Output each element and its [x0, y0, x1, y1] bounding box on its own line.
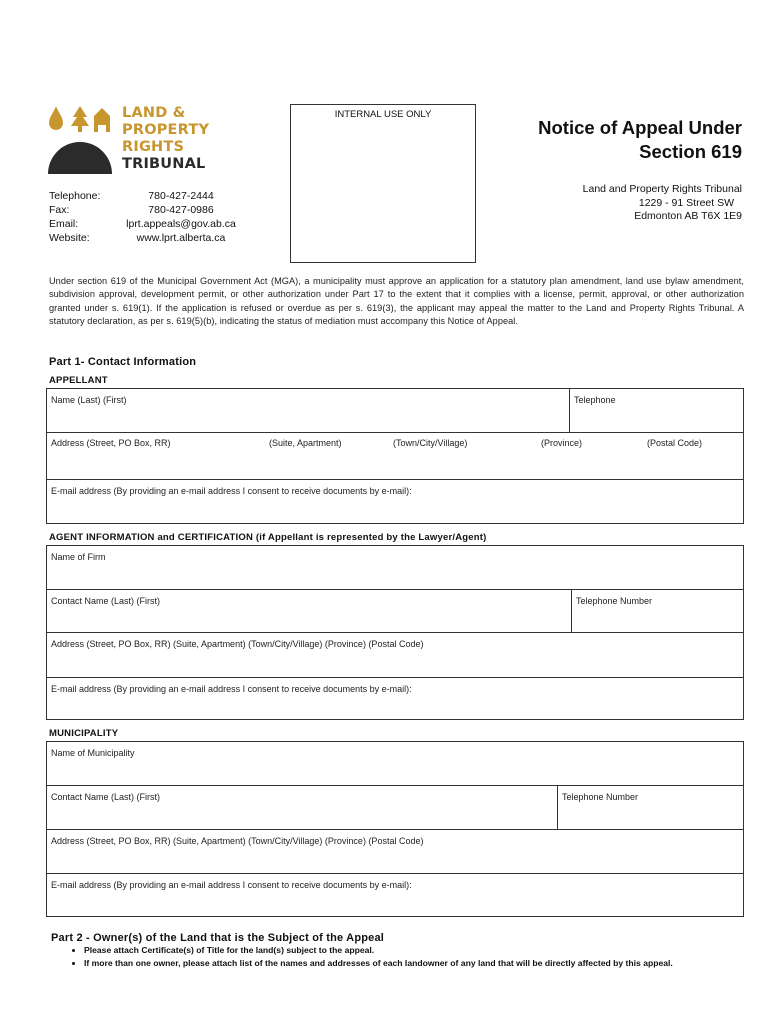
- logo-line-2: PROPERTY: [122, 122, 210, 138]
- contact-values: [111, 189, 251, 245]
- list-item: • Please attach Certificate(s) of Title for the land(s) subject to the appeal.: [84, 944, 764, 957]
- agent-contact-field[interactable]: Contact Name (Last) (First): [51, 596, 161, 606]
- agent-heading: AGENT INFORMATION and CERTIFICATION (if Appellant is represented by the Lawyer/Agent): [49, 532, 487, 543]
- agent-firm-field[interactable]: Name of Firm: [51, 552, 106, 562]
- agent-box: [46, 545, 744, 720]
- address-line-2: 1229 - 91 Street SW: [638, 196, 734, 209]
- appellant-box: [46, 388, 744, 524]
- appellant-name-field[interactable]: Name (Last) (First): [51, 395, 127, 405]
- intro-paragraph: Under section 619 of the Municipal Government Act (MGA), a municipality must approve an application for a statutory plan amendment, land use bylaw amendment, subdivision approval, development permit, or other authorization under Part 17 to the extent that it complies with a license, permit, approval, or other authorization granted under s. 619(1). If the application is refused or overdue as per s. 619(3), the applicant may appeal the matter to the Land and Property Rights Tribunal. A statutory declaration, as per s. 619(5)(b), indicating the status of mediation must accompany this Notice of Appeal.: [49, 276, 744, 327]
- fax-label: Fax:: [49, 204, 70, 216]
- municipality-name-field[interactable]: Name of Municipality: [51, 748, 135, 758]
- logo-line-3: RIGHTS: [122, 139, 185, 155]
- appellant-province-field[interactable]: (Province): [541, 438, 583, 448]
- municipality-telephone-field[interactable]: Telephone Number: [562, 792, 639, 802]
- fax-value: 780-427-0986: [148, 204, 214, 216]
- telephone-value: 780-427-2444: [148, 190, 214, 202]
- appellant-heading: APPELLANT: [49, 375, 108, 386]
- page-title: [538, 116, 742, 164]
- email-label: Email:: [49, 218, 79, 230]
- title-line-1: Notice of Appeal Under: [538, 117, 742, 138]
- logo-line-1: LAND &: [122, 105, 186, 121]
- address-line-3: Edmonton AB T6X 1E9: [634, 210, 742, 222]
- logo-line-4: TRIBUNAL: [122, 156, 206, 172]
- appellant-email-field[interactable]: E-mail address (By providing an e-mail address I consent to receive documents by e-mail):: [51, 486, 412, 496]
- telephone-label: Telephone:: [49, 190, 101, 202]
- title-line-2: Section 619: [639, 141, 742, 162]
- agent-address-field[interactable]: Address (Street, PO Box, RR) (Suite, Apartment) (Town/City/Village) (Province) (Postal Code): [51, 639, 424, 649]
- part2-instructions: [68, 944, 764, 969]
- tribunal-logo: [46, 104, 226, 178]
- municipality-heading: MUNICIPALITY: [49, 728, 119, 739]
- agent-email-field[interactable]: E-mail address (By providing an e-mail address I consent to receive documents by e-mail):: [51, 684, 412, 694]
- tribunal-address: [583, 183, 742, 224]
- municipality-email-field[interactable]: E-mail address (By providing an e-mail address I consent to receive documents by e-mail):: [51, 880, 412, 890]
- logo-emblem-icon: [46, 104, 118, 178]
- contact-labels: [49, 189, 119, 245]
- website-label: Website:: [49, 232, 90, 244]
- municipality-address-field[interactable]: Address (Street, PO Box, RR) (Suite, Apartment) (Town/City/Village) (Province) (Postal Code): [51, 836, 424, 846]
- municipality-box: [46, 741, 744, 917]
- internal-use-box: [290, 104, 476, 263]
- email-link[interactable]: lprt.appeals@gov.ab.ca: [126, 218, 236, 230]
- part2-heading: Part 2 - Owner(s) of the Land that is the Subject of the Appeal: [51, 932, 385, 944]
- appellant-town-field[interactable]: (Town/City/Village): [393, 438, 468, 448]
- appellant-address-field[interactable]: Address (Street, PO Box, RR): [51, 438, 171, 448]
- appellant-postal-field[interactable]: (Postal Code): [647, 438, 703, 448]
- part1-heading: Part 1- Contact Information: [49, 356, 197, 368]
- list-item: • If more than one owner, please attach list of the names and addresses of each landowner of any land that will be directly affected by this appeal.: [84, 957, 764, 970]
- internal-use-label: INTERNAL USE ONLY: [334, 109, 432, 120]
- appellant-suite-field[interactable]: (Suite, Apartment): [269, 438, 342, 448]
- address-line-1: Land and Property Rights Tribunal: [582, 183, 742, 195]
- municipality-contact-field[interactable]: Contact Name (Last) (First): [51, 792, 161, 802]
- website-link[interactable]: www.lprt.alberta.ca: [136, 232, 226, 244]
- agent-telephone-field[interactable]: Telephone Number: [576, 596, 653, 606]
- appellant-telephone-field[interactable]: Telephone: [574, 395, 616, 405]
